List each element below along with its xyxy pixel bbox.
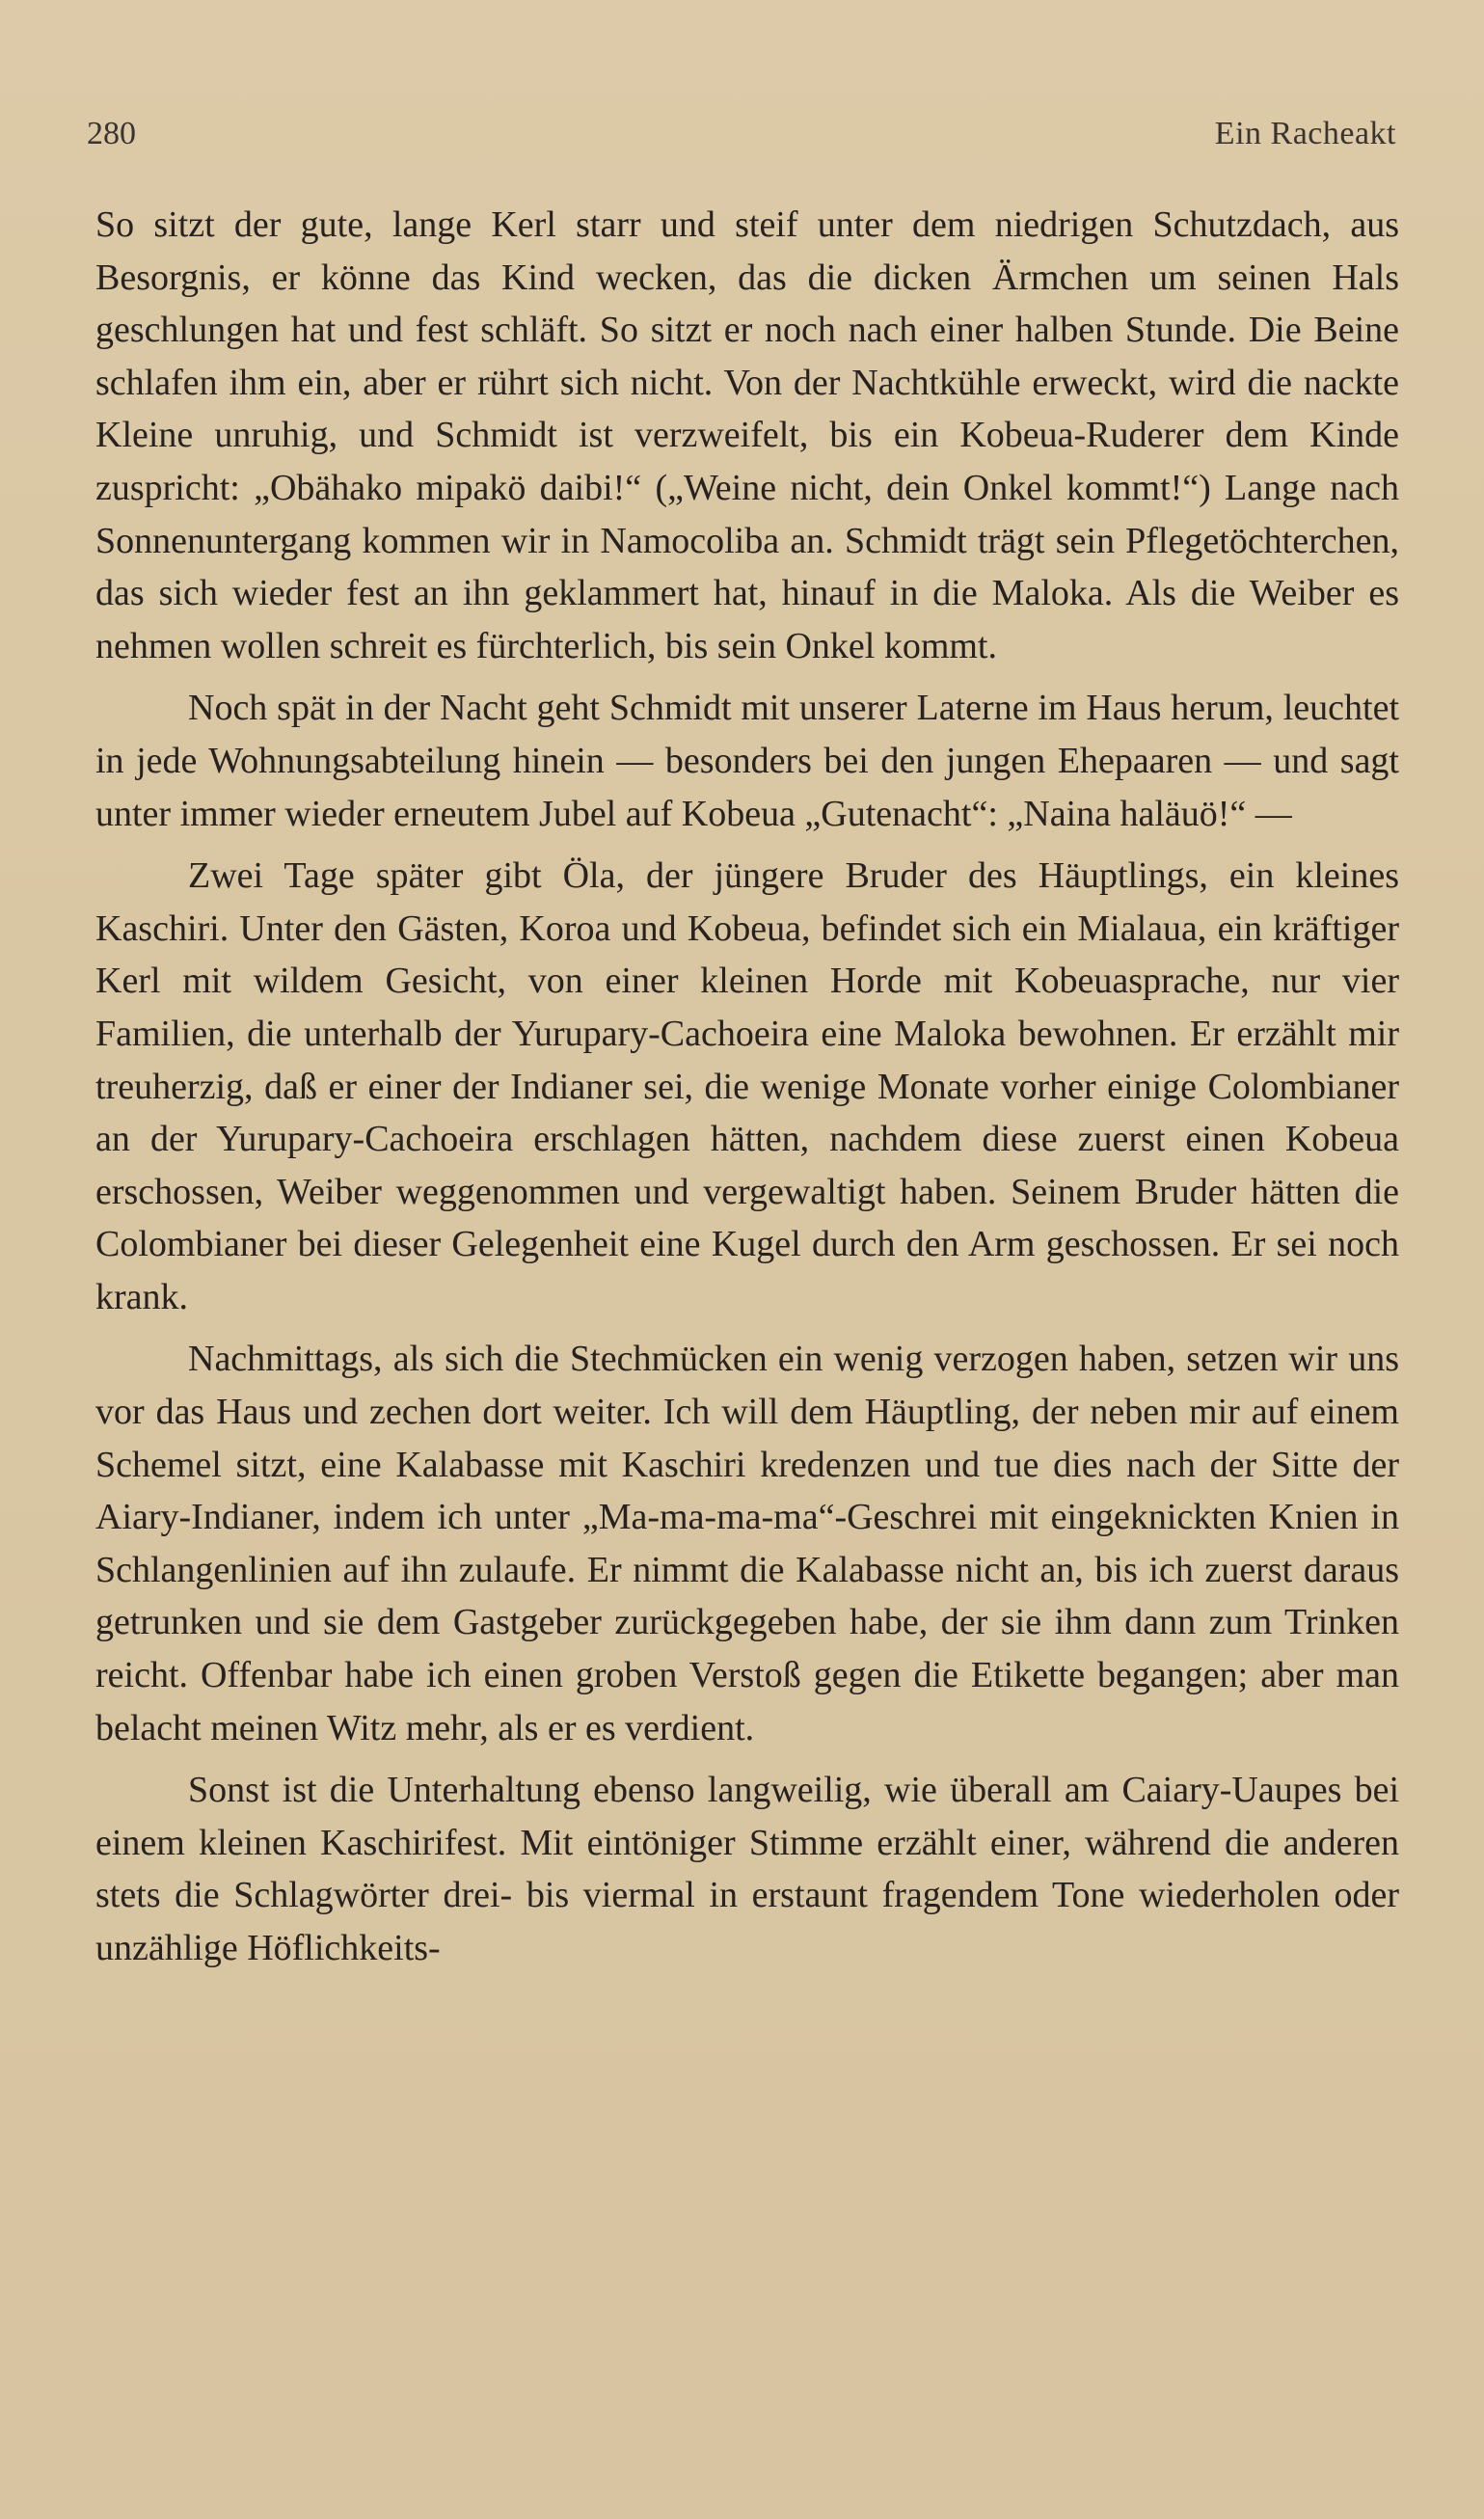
body-text — [95, 199, 1399, 1985]
page-number: 280 — [87, 116, 136, 151]
paragraph: Zwei Tage später gibt Öla, der jüngere Bruder des Häuptlings, ein kleines Kaschiri. Unter den Gästen, Koroa und Kobeua, befindet sich ein Mialaua, ein kräftiger Kerl mit wildem Gesicht, von einer kleinen Horde mit Kobeuasprache, nur vier Familien, die unterhalb der Yurupary-Cachoeira eine Maloka bewohnen. Er erzählt mir treuherzig, daß er einer der Indianer sei, die wenige Monate vorher einige Colombianer an der Yurupary-Cachoeira erschlagen hätten, nachdem diese zuerst einen Kobeua erschossen, Weiber weggenommen und vergewaltigt haben. Seinem Bruder hätten die Colombianer bei dieser Gelegenheit eine Kugel durch den Arm geschossen. Er sei noch krank. — [95, 855, 1399, 1317]
paragraph: Nachmittags, als sich die Stechmücken ein wenig verzogen haben, setzen wir uns vor das Haus und zechen dort weiter. Ich will dem Häuptling, der neben mir auf einem Schemel sitzt, eine Kalabasse mit Kaschiri kredenzen und tue dies nach der Sitte der Aiary-Indianer, indem ich unter „Ma-ma-ma-ma“-Geschrei mit eingeknickten Knien in Schlangenlinien auf ihn zulaufe. Er nimmt die Kalabasse nicht an, bis ich zuerst daraus getrunken und sie dem Gastgeber zurückgegeben habe, der sie ihm dann zum Trinken reicht. Offenbar habe ich einen groben Verstoß gegen die Etikette begangen; aber man belacht meinen Witz mehr, als er es verdient. — [95, 1339, 1399, 1748]
paragraph: So sitzt der gute, lange Kerl starr und steif unter dem niedrigen Schutzdach, aus Besorgnis, er könne das Kind wecken, das die dicken Ärmchen um seinen Hals geschlungen hat und fest schläft. So sitzt er noch nach einer halben Stunde. Die Beine schlafen ihm ein, aber er rührt sich nicht. Von der Nachtkühle erweckt, wird die nackte Kleine unruhig, und Schmidt ist verzweifelt, bis ein Kobeua-Ruderer dem Kinde zuspricht: „Obähako mipakö daibi!“ („Weine nicht, dein Onkel kommt!“) Lange nach Sonnenuntergang kommen wir in Namocoliba an. Schmidt trägt sein Pflegetöchterchen, das sich wieder fest an ihn geklammert hat, hinauf in die Maloka. Als die Weiber es nehmen wollen schreit es fürchterlich, bis sein Onkel kommt. — [95, 204, 1399, 666]
paragraph: Noch spät in der Nacht geht Schmidt mit unserer Laterne im Haus herum, leuchtet in jede Wohnungsabteilung hinein — besonders bei den jungen Ehepaaren — und sagt unter immer wieder erneutem Jubel auf Kobeua „Gutenacht“: „Naina haläuö!“ — — [95, 688, 1399, 834]
paragraph: Sonst ist die Unterhaltung ebenso langweilig, wie überall am Caiary-Uaupes bei einem kleinen Kaschirifest. Mit eintöniger Stimme erzählt einer, während die anderen stets die Schlagwörter drei- bis viermal in erstaunt fragendem Tone wiederholen oder unzählige Höflichkeits- — [95, 1770, 1399, 1968]
page-header — [87, 116, 1396, 164]
running-head: Ein Racheakt — [1214, 116, 1396, 151]
